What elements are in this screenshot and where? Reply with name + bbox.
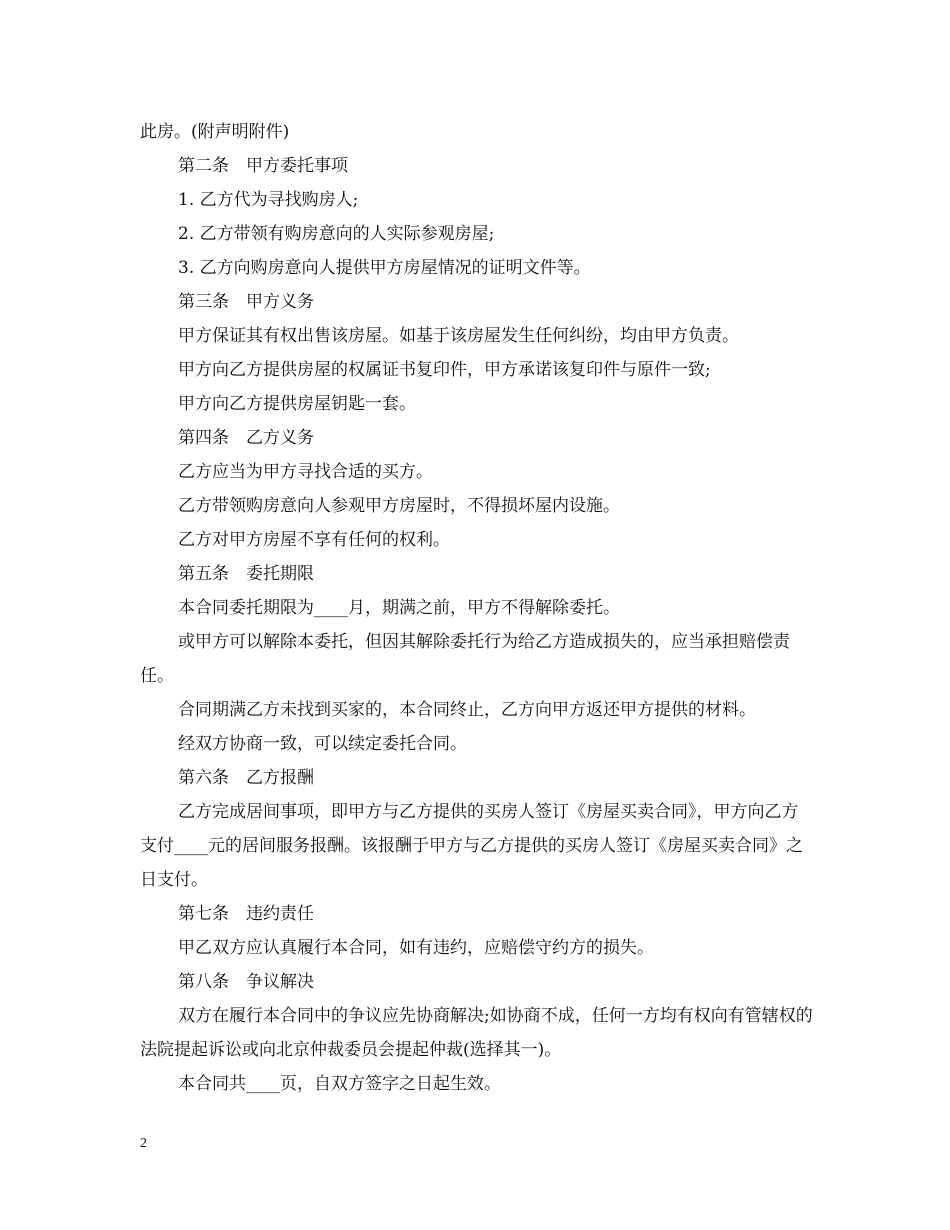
article-4-paragraph-1: 乙方应当为甲方寻找合适的买方。 bbox=[178, 462, 433, 482]
article-3-paragraph-2: 甲方向乙方提供房屋的权属证书复印件，甲方承诺该复印件与原件一致; bbox=[178, 360, 711, 380]
article-8-paragraph-1: 双方在履行本合同中的争议应先协商解决;如协商不成，任何一方均有权向有管辖权的法院提起诉讼或向北京仲裁委员会提起仲裁(选择其一)。 bbox=[140, 1006, 813, 1060]
article-5-heading: 第五条 委托期限 bbox=[178, 564, 314, 584]
closing-paragraph: 本合同共____页，自双方签字之日起生效。 bbox=[178, 1074, 501, 1094]
article-2-item-3: 3. 乙方向购房意向人提供甲方房屋情况的证明文件等。 bbox=[178, 258, 591, 278]
article-4-heading: 第四条 乙方义务 bbox=[178, 428, 314, 448]
article-3-paragraph-3: 甲方向乙方提供房屋钥匙一套。 bbox=[178, 394, 416, 414]
article-7-heading: 第七条 违约责任 bbox=[178, 904, 314, 924]
article-5-paragraph-4: 经双方协商一致，可以续定委托合同。 bbox=[178, 734, 467, 754]
article-2-item-2: 2. 乙方带领有购房意向的人实际参观房屋; bbox=[178, 224, 495, 244]
article-3-paragraph-1: 甲方保证其有权出售该房屋。如基于该房屋发生任何纠纷，均由甲方负责。 bbox=[178, 326, 739, 346]
article-7-paragraph-1: 甲乙双方应认真履行本合同，如有违约，应赔偿守约方的损失。 bbox=[178, 938, 654, 958]
article-5-paragraph-2: 或甲方可以解除本委托，但因其解除委托行为给乙方造成损失的，应当承担赔偿责任。 bbox=[140, 632, 790, 686]
article-2-heading: 第二条 甲方委托事项 bbox=[178, 156, 348, 176]
article-3-heading: 第三条 甲方义务 bbox=[178, 292, 314, 312]
article-8-heading: 第八条 争议解决 bbox=[178, 972, 314, 992]
article-4-paragraph-2: 乙方带领购房意向人参观甲方房屋时，不得损坏屋内设施。 bbox=[178, 496, 620, 516]
article-5-paragraph-1: 本合同委托期限为____月，期满之前，甲方不得解除委托。 bbox=[178, 598, 620, 618]
article-5-paragraph-3: 合同期满乙方未找到买家的，本合同终止，乙方向甲方返还甲方提供的材料。 bbox=[178, 700, 756, 720]
article-6-paragraph-1: 乙方完成居间事项，即甲方与乙方提供的买房人签订《房屋买卖合同》，甲方向乙方支付____元的居间服务报酬。该报酬于甲方与乙方提供的买房人签订《房屋买卖合同》之日支付。 bbox=[140, 802, 803, 890]
page-number: 2 bbox=[140, 1136, 147, 1151]
document-body bbox=[140, 115, 815, 1101]
paragraph-continuation: 此房。(附声明附件) bbox=[140, 122, 290, 142]
article-6-heading: 第六条 乙方报酬 bbox=[178, 768, 314, 788]
article-4-paragraph-3: 乙方对甲方房屋不享有任何的权利。 bbox=[178, 530, 450, 550]
article-2-item-1: 1. 乙方代为寻找购房人; bbox=[178, 190, 359, 210]
